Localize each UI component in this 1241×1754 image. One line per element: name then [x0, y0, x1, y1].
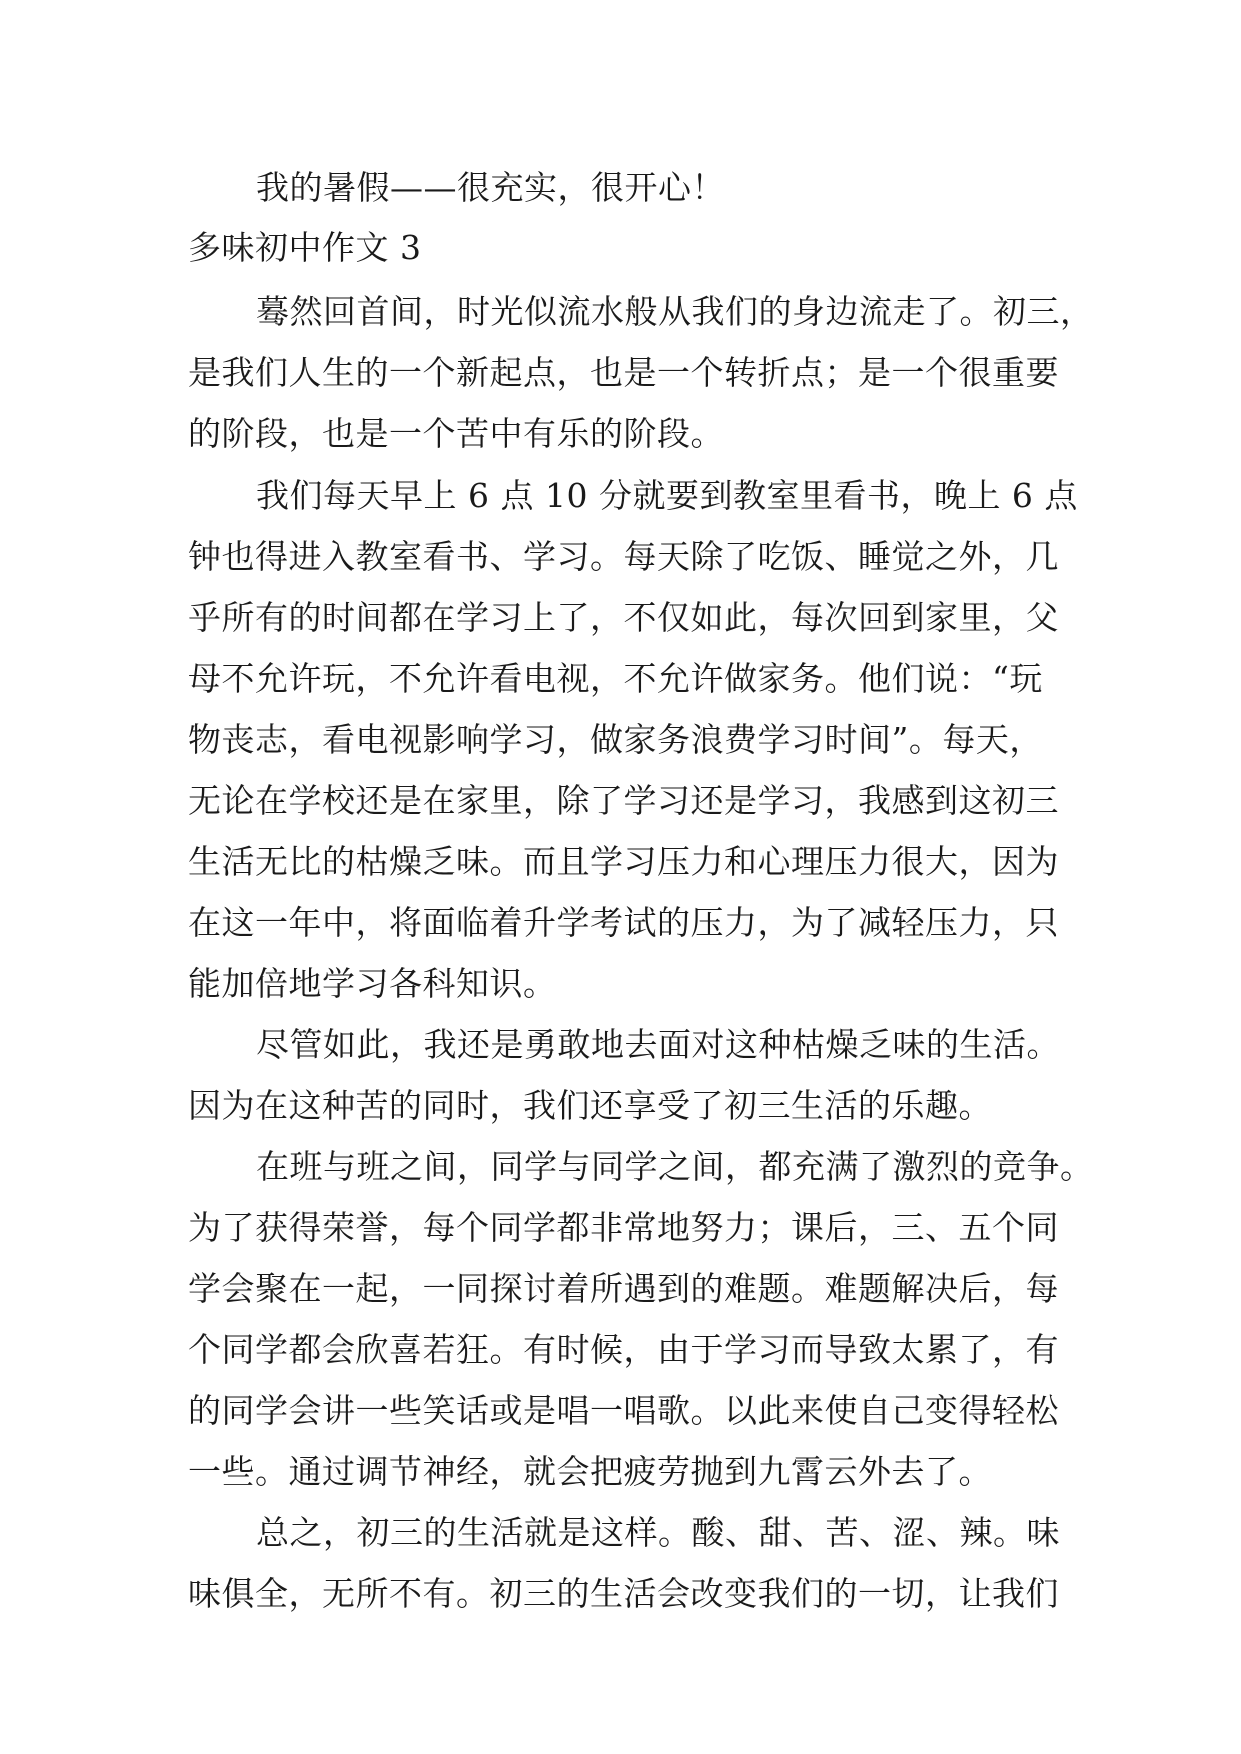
paragraph-line: 尽管如此，我还是勇敢地去面对这种枯燥乏味的生活。 — [256, 1025, 1060, 1064]
paragraph-line: 学会聚在一起，一同探讨着所遇到的难题。难题解决后，每 — [188, 1269, 1059, 1308]
paragraph-line: 味俱全，无所不有。初三的生活会改变我们的一切，让我们 — [188, 1574, 1059, 1613]
essay-title: 多味初中作文 3 — [188, 228, 422, 267]
paragraph-line: 能加倍地学习各科知识。 — [188, 964, 557, 1003]
paragraph-line: 无论在学校还是在家里，除了学习还是学习，我感到这初三 — [188, 781, 1059, 820]
paragraph-line: 钟也得进入教室看书、学习。每天除了吃饭、睡觉之外，几 — [188, 537, 1059, 576]
paragraph-line: 在班与班之间，同学与同学之间，都充满了激烈的竞争。 — [256, 1147, 1094, 1186]
paragraph-line: 乎所有的时间都在学习上了，不仅如此，每次回到家里，父 — [188, 598, 1059, 637]
paragraph-line: 个同学都会欣喜若狂。有时候，由于学习而导致太累了，有 — [188, 1330, 1059, 1369]
closing-line: 我的暑假——很充实，很开心！ — [256, 168, 725, 207]
paragraph-line: 的同学会讲一些笑话或是唱一唱歌。以此来使自己变得轻松 — [188, 1391, 1059, 1430]
paragraph-line: 我们每天早上 6 点 10 分就要到教室里看书，晚上 6 点 — [256, 476, 1078, 515]
paragraph-line: 总之，初三的生活就是这样。酸、甜、苦、涩、辣。味 — [256, 1513, 1060, 1552]
paragraph-line: 是我们人生的一个新起点，也是一个转折点；是一个很重要 — [188, 353, 1059, 392]
paragraph-line: 在这一年中，将面临着升学考试的压力，为了减轻压力，只 — [188, 903, 1059, 942]
paragraph-line: 一些。通过调节神经，就会把疲劳抛到九霄云外去了。 — [188, 1452, 992, 1491]
paragraph-line: 物丧志，看电视影响学习，做家务浪费学习时间”。每天， — [188, 720, 1043, 759]
paragraph-line: 生活无比的枯燥乏味。而且学习压力和心理压力很大，因为 — [188, 842, 1059, 881]
paragraph-line: 蓦然回首间，时光似流水般从我们的身边流走了。初三， — [256, 292, 1094, 331]
paragraph-line: 为了获得荣誉，每个同学都非常地努力；课后，三、五个同 — [188, 1208, 1059, 1247]
paragraph-line: 的阶段，也是一个苦中有乐的阶段。 — [188, 414, 724, 453]
paragraph-line: 因为在这种苦的同时，我们还享受了初三生活的乐趣。 — [188, 1086, 992, 1125]
paragraph-line: 母不允许玩，不允许看电视，不允许做家务。他们说：“玩 — [188, 659, 1043, 698]
